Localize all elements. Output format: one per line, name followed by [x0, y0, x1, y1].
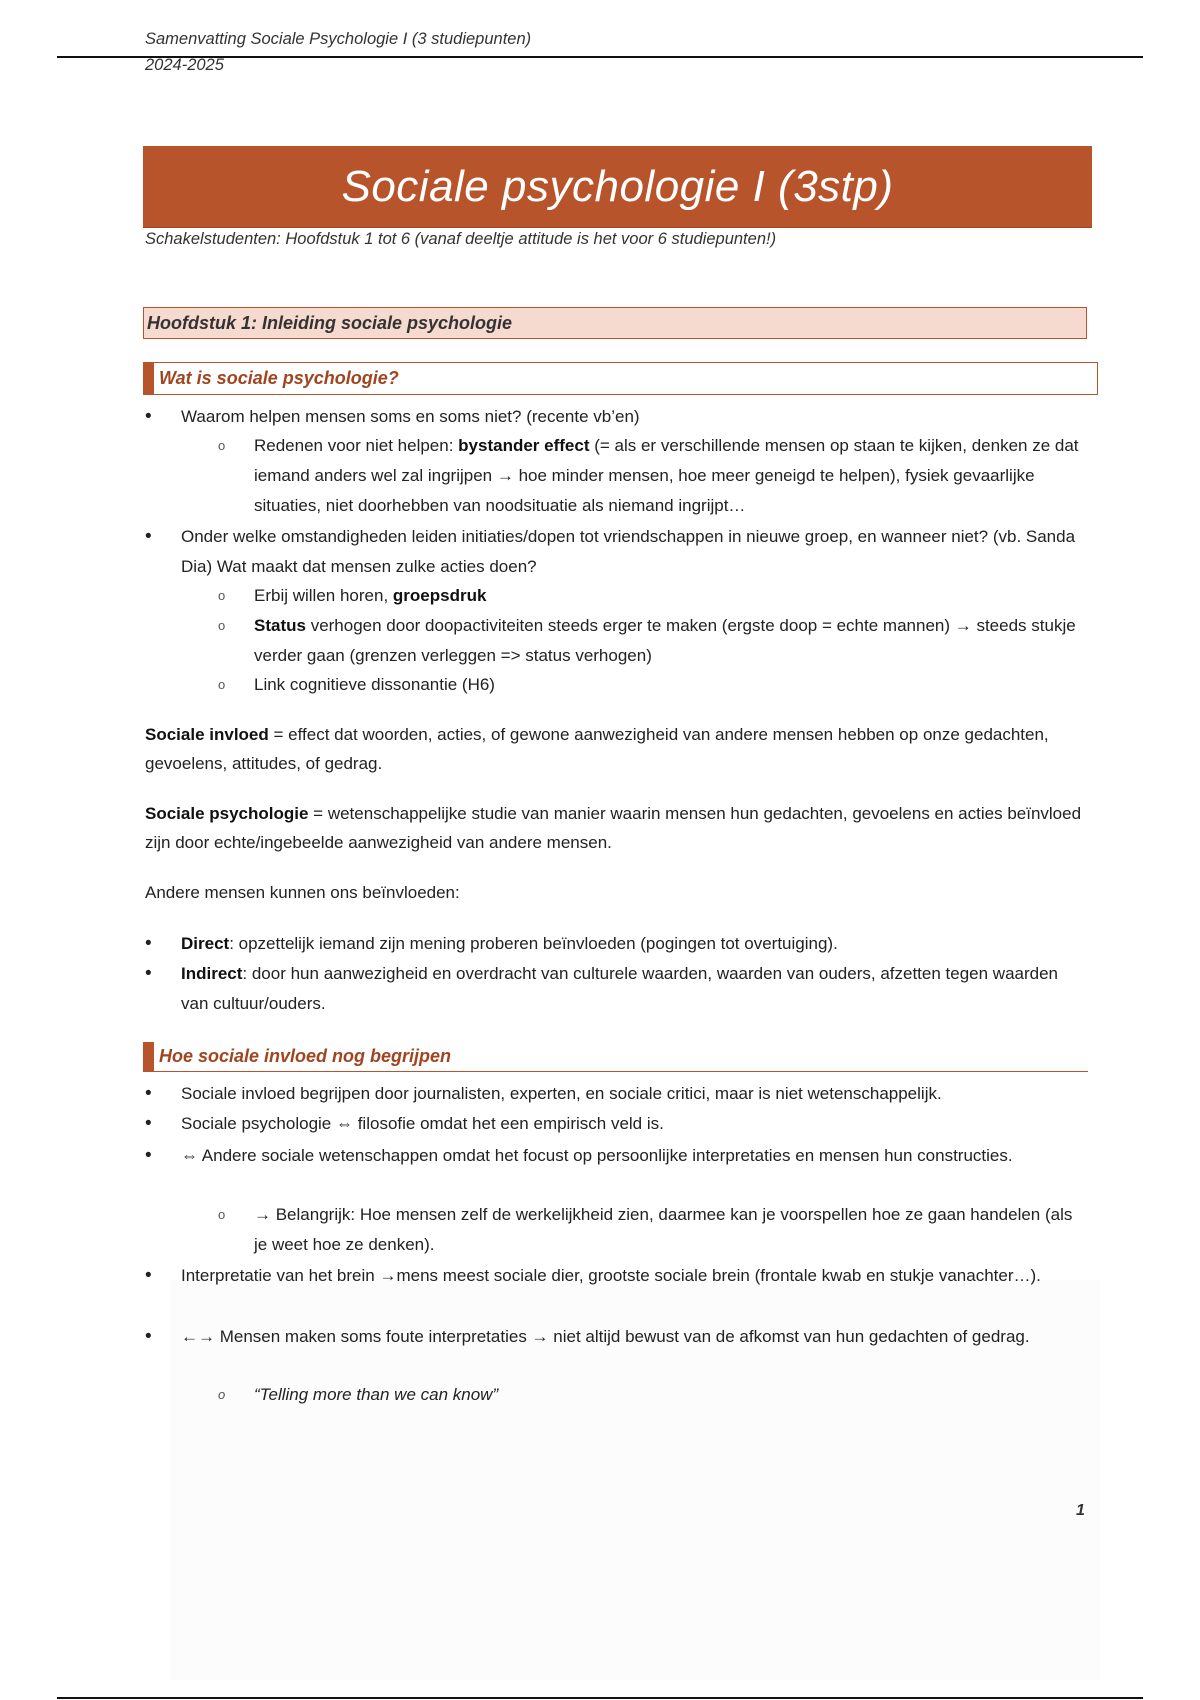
paragraph-sociale-psychologie: Sociale psychologie = wetenschappelijke studie van manier waarin mensen hun gedachten, gevoelens en acties beïnvloed zijn door echte/ingebeelde aanwezigheid van andere mensen.: [145, 804, 1082, 852]
section-heading-1: Wat is sociale psychologie?: [143, 362, 1098, 395]
list-item: • ⇔ Andere sociale wetenschappen omdat het focust op persoonlijke interpretaties en mensen hun constructies.: [181, 1141, 1086, 1171]
section-heading-2: Hoe sociale invloed nog begrijpen: [143, 1042, 1088, 1072]
list-item: • ←→ Mensen maken soms foute interpretaties → niet altijd bewust van de afkomst van hun gedachten of gedrag.: [181, 1322, 1086, 1352]
paragraph-andere-mensen: Andere mensen kunnen ons beïnvloeden:: [145, 883, 460, 902]
sub-list-item: o “Telling more than we can know”: [254, 1380, 1086, 1410]
list-item: • Onder welke omstandigheden leiden initiaties/dopen tot vriendschappen in nieuwe groep, en wanneer niet? (vb. Sanda Dia) Wat maakt dat mensen zulke acties doen?: [181, 522, 1086, 582]
list-item: • Sociale psychologie ⇔ filosofie omdat het een empirisch veld is.: [181, 1109, 1086, 1139]
paragraph-sociale-invloed: Sociale invloed = effect dat woorden, acties, of gewone aanwezigheid van andere mensen hebben op onze gedachten, gevoelens, attitudes, of gedrag.: [145, 725, 1049, 773]
sub-list-item: o Redenen voor niet helpen: bystander effect (= als er verschillende mensen op staan te kijken, denken ze dat iemand anders wel zal ingrijpen → hoe minder mensen, hoe meer geneigd te helpen), fysiek gevaarlijke situaties, niet doorhebben van noodsituatie als niemand ingrijpt…: [254, 431, 1086, 521]
sub-list-item: o Status verhogen door doopactiviteiten steeds erger te maken (ergste doop = echte mannen) → steeds stukje verder gaan (grenzen verleggen => status verhogen): [254, 611, 1086, 671]
list-item: • Indirect: door hun aanwezigheid en overdracht van culturele waarden, waarden van ouders, afzetten tegen waarden van cultuur/ouders.: [181, 959, 1086, 1019]
document-title-banner: Sociale psychologie I (3stp): [143, 146, 1092, 227]
running-header-year: 2024-2025: [145, 56, 224, 74]
page-number: 1: [1076, 1502, 1085, 1519]
list-item: • Waarom helpen mensen soms en soms niet? (recente vb’en): [181, 402, 1086, 432]
chapter-heading: Hoofdstuk 1: Inleiding sociale psychologie: [143, 307, 1087, 339]
list-item: • Sociale invloed begrijpen door journalisten, experten, en sociale critici, maar is niet wetenschappelijk.: [181, 1079, 1086, 1109]
sub-list-item: o Erbij willen horen, groepsdruk: [254, 581, 1086, 611]
sub-list-item: o Link cognitieve dissonantie (H6): [254, 670, 1086, 700]
footer-rule: [57, 1697, 1143, 1699]
running-header-title: Samenvatting Sociale Psychologie I (3 studiepunten): [145, 30, 532, 48]
list-item: • Direct: opzettelijk iemand zijn mening proberen beïnvloeden (pogingen tot overtuiging).: [181, 929, 1086, 959]
list-item: • Interpretatie van het brein →mens meest sociale dier, grootste sociale brein (frontale kwab en stukje vanachter…).: [181, 1261, 1086, 1291]
document-subtitle: Schakelstudenten: Hoofdstuk 1 tot 6 (vanaf deeltje attitude is het voor 6 studiepunten!): [145, 230, 777, 248]
sub-list-item: o → Belangrijk: Hoe mensen zelf de werkelijkheid zien, daarmee kan je voorspellen hoe ze gaan handelen (als je weet hoe ze denken).: [254, 1200, 1086, 1260]
